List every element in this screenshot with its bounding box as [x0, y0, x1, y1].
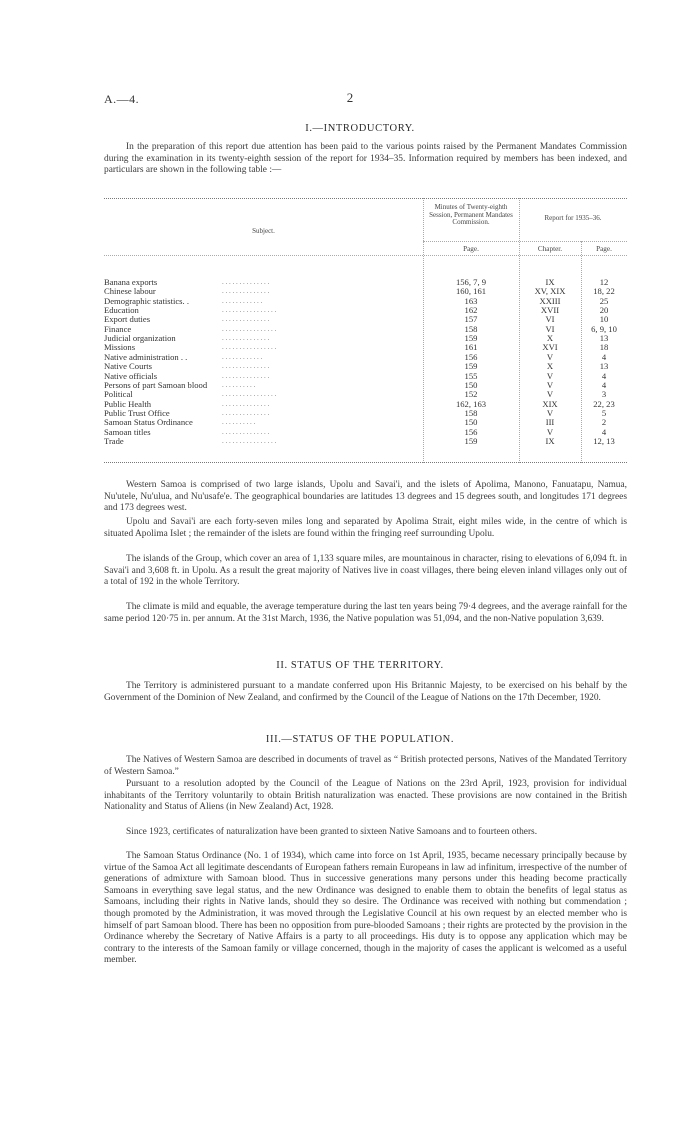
row-report-page: 4 — [601, 370, 607, 381]
row-subject: Political — [104, 389, 133, 400]
row-minutes-page: 158 — [464, 323, 478, 334]
table-header-rule — [423, 241, 627, 242]
row-subject: Chinese labour — [104, 286, 156, 297]
row-report-page: 4 — [601, 426, 607, 437]
row-subject: Finance — [104, 323, 132, 334]
row-report-page: 10 — [599, 314, 609, 325]
row-leader-dots: . . . . . . . . . . . . . . — [222, 315, 270, 324]
section-heading-status-population: III.—STATUS OF THE POPULATION. — [265, 734, 455, 745]
row-subject: Banana exports — [104, 277, 158, 287]
row-minutes-page: 155 — [464, 370, 478, 381]
row-report-page: 12 — [599, 277, 609, 287]
row-leader-dots: . . . . . . . . . . . . . . — [222, 408, 270, 417]
table-bottom-rule — [104, 462, 627, 463]
row-minutes-page: 157 — [464, 314, 478, 325]
row-chapter: IX — [545, 277, 555, 287]
row-chapter: VI — [545, 314, 555, 325]
row-chapter: V — [546, 426, 554, 437]
row-minutes-page: 158 — [464, 407, 478, 418]
row-minutes-page: 159 — [464, 333, 478, 344]
row-leader-dots: . . . . . . . . . . — [222, 380, 256, 389]
section-heading-status-territory: II. STATUS OF THE TERRITORY. — [276, 660, 444, 671]
row-report-page: 25 — [599, 295, 609, 306]
row-leader-dots: . . . . . . . . . . . . . . — [222, 278, 270, 286]
row-chapter: V — [546, 407, 554, 418]
row-chapter: III — [545, 417, 555, 428]
row-report-page: 4 — [601, 351, 607, 362]
row-leader-dots: . . . . . . . . . . . . . . . . — [222, 390, 277, 399]
row-report-page: 18, 22 — [593, 286, 615, 297]
row-leader-dots: . . . . . . . . . . . . . . — [222, 334, 270, 343]
paragraph-islands: Upolu and Savai'i are each forty-seven miles long and separated by Apolima Strait, eight miles wide, in the centre of which is situated Apolima Islet ; the remainder of the islets are found within the fringing reef surrounding Upolu. — [104, 517, 627, 539]
row-chapter: XVI — [542, 342, 558, 353]
row-subject: Missions — [104, 342, 136, 353]
row-report-page: 2 — [601, 417, 607, 428]
subheader-report-page: Page. — [596, 245, 612, 253]
row-minutes-page: 159 — [464, 435, 478, 446]
row-report-page: 12, 13 — [593, 435, 615, 446]
row-minutes-page: 156, 7, 9 — [455, 277, 487, 287]
row-minutes-page: 161 — [464, 342, 478, 353]
row-minutes-page: 160, 161 — [455, 286, 487, 297]
row-leader-dots: . . . . . . . . . . — [222, 418, 256, 427]
row-report-page: 22, 23 — [593, 398, 615, 409]
row-chapter: XIX — [542, 398, 558, 409]
row-subject: Native Courts — [104, 361, 152, 372]
row-subject: Export duties — [104, 314, 151, 325]
row-chapter: X — [546, 361, 554, 372]
paragraph-naturalization: Since 1923, certificates of naturalization have been granted to sixteen Native Samoans and to fourteen others. — [126, 827, 538, 837]
row-report-page: 5 — [601, 407, 607, 418]
column-header-subject: Subject. — [252, 227, 275, 235]
table-subheader-rule — [104, 255, 627, 256]
row-minutes-page: 163 — [464, 295, 478, 306]
intro-paragraph: In the preparation of this report due attention has been paid to the various points raised by the Permanent Mandates Commission during the examination in its twenty-eighth session of the report for 1934–35. Information required by members has been indexed, and particulars are shown in the following table :— — [104, 142, 627, 176]
row-subject: Samoan titles — [104, 426, 151, 437]
row-chapter: V — [546, 379, 554, 390]
page-number: 2 — [346, 90, 354, 105]
row-report-page: 18 — [599, 342, 609, 353]
row-chapter: V — [546, 351, 554, 362]
paragraph-geography: Western Samoa is comprised of two large islands, Upolu and Savai'i, and the islets of Apolima, Manono, Fanuatapu, Namua, Nu'utele, Nu'ulua, and Nu'usafe'e. The geographical boundaries are latitudes 13 degrees and 15 degrees south, and longitudes 171 degrees and 173 degrees west. — [104, 480, 627, 514]
row-leader-dots: . . . . . . . . . . . . . . . . — [222, 436, 277, 445]
row-minutes-page: 156 — [464, 351, 478, 362]
row-report-page: 13 — [599, 333, 609, 344]
row-leader-dots: . . . . . . . . . . . . . . — [222, 362, 270, 371]
row-chapter: VI — [545, 323, 555, 334]
paragraph-resolution: Pursuant to a resolution adopted by the Council of the League of Nations on the 23rd April, 1923, provision for individual inhabitants of the Territory voluntarily to obtain British naturalization was enacted. These provisions are now contained in the British Nationality and Status of Aliens (in New Zealand) Act, 1928. — [104, 779, 627, 813]
row-chapter: X — [546, 333, 554, 344]
document-reference: A.—4. — [104, 92, 140, 106]
row-leader-dots: . . . . . . . . . . . . . . — [222, 427, 270, 436]
paragraph-mandate: The Territory is administered pursuant to a mandate conferred upon His Britannic Majesty, to be exercised on his behalf by the Government of the Dominion of New Zealand, and confirmed by the Council of the League of Nations on the 17th December, 1920. — [104, 681, 627, 703]
paragraph-natives: The Natives of Western Samoa are described in documents of travel as “ British protected persons, Natives of the Mandated Territory of Western Samoa.” — [104, 755, 627, 777]
row-chapter: V — [546, 370, 554, 381]
row-report-page: 20 — [599, 305, 609, 316]
row-minutes-page: 159 — [464, 361, 478, 372]
column-header-report: Report for 1935–36. — [544, 214, 602, 222]
row-minutes-page: 162, 163 — [455, 398, 487, 409]
row-leader-dots: . . . . . . . . . . . . . . — [222, 399, 270, 408]
paragraph-mountains: The islands of the Group, which cover an area of 1,133 square miles, are mountainous in character, rising to elevations of 6,094 ft. in Savai'i and 3,608 ft. in Upolu. As a result the great majority of Natives live in coast villages, there being eleven inland villages only out of a total of 192 in the whole Territory. — [104, 554, 627, 588]
row-chapter: V — [546, 389, 554, 400]
column-header-minutes: Minutes of Twenty-eighth Session, Permanent Mandates Commission. — [429, 203, 513, 227]
row-report-page: 13 — [599, 361, 609, 372]
row-subject: Education — [104, 305, 139, 316]
row-minutes-page: 150 — [464, 417, 478, 428]
paragraph-climate: The climate is mild and equable, the average temperature during the last ten years being 79·4 degrees, and the average rainfall for the same period 120·75 in. per annum. At the 31st March, 1936, the Native population was 51,094, and the non-Native population 3,639. — [104, 602, 627, 624]
row-subject: Trade — [104, 435, 124, 446]
subheader-chapter: Chapter. — [537, 245, 563, 253]
section-heading-introductory: I.—INTRODUCTORY. — [305, 123, 415, 134]
row-leader-dots: . . . . . . . . . . . . . . . . — [222, 324, 277, 333]
row-minutes-page: 162 — [464, 305, 478, 316]
row-leader-dots: . . . . . . . . . . . . . . — [222, 371, 270, 380]
row-report-page: 3 — [601, 389, 607, 400]
row-report-page: 4 — [601, 379, 607, 390]
row-leader-dots: . . . . . . . . . . . . . . . . — [222, 343, 277, 352]
table-top-rule — [104, 198, 627, 199]
row-subject: Judicial organization — [104, 333, 176, 344]
row-leader-dots: . . . . . . . . . . . . — [222, 296, 263, 305]
row-chapter: XVII — [540, 305, 560, 316]
row-minutes-page: 150 — [464, 379, 478, 390]
row-subject: Demographic statistics. . — [104, 295, 189, 306]
row-subject: Native administration . . — [104, 351, 188, 362]
table-row — [104, 437, 627, 446]
paragraph-ordinance: The Samoan Status Ordinance (No. 1 of 1934), which came into force on 1st April, 1935, became necessary principally because by virtue of the Samoa Act all legitimate descendants of European fathers remain Europeans in law ad infinitum, irrespective of the number of generations of admixture with Samoan blood. Thus in successive generations many persons under this heading become practically Samoans in everything save legal status, and the new Ordinance was designed to enable them to obtain the benefits of legal status as Samoans, including their rights in Native lands, should they so desire. The Ordinance was received with nothing but commendation ; though promoted by the Administration, it was moved through the Legislative Council at his own request by an elected member who is himself of part Samoan blood. There has been no opposition from pure-blooded Samoans ; their rights are protected by the provision in the Ordinance whereby the Secretary of Native Affairs is a party to all proceedings. His duty is to oppose any application which may be contrary to the interests of the Samoan family or village concerned, though in the majority of cases the applicant is welcomed as a useful member. — [104, 851, 627, 966]
row-report-page: 6, 9, 10 — [591, 323, 617, 334]
subheader-minutes-page: Page. — [463, 245, 479, 253]
row-leader-dots: . . . . . . . . . . . . . . . . — [222, 306, 277, 315]
index-table — [104, 198, 627, 463]
row-subject: Persons of part Samoan blood — [104, 379, 208, 390]
row-minutes-page: 152 — [464, 389, 478, 400]
row-chapter: IX — [545, 435, 555, 446]
row-leader-dots: . . . . . . . . . . . . . . — [222, 287, 270, 296]
row-chapter: XXIII — [539, 295, 561, 306]
row-subject: Public Trust Office — [104, 407, 170, 418]
row-subject: Native officials — [104, 370, 158, 381]
row-minutes-page: 156 — [464, 426, 478, 437]
row-chapter: XV, XIX — [534, 286, 566, 297]
row-subject: Samoan Status Ordinance — [104, 417, 193, 428]
row-subject: Public Health — [104, 398, 152, 409]
row-leader-dots: . . . . . . . . . . . . — [222, 352, 263, 361]
